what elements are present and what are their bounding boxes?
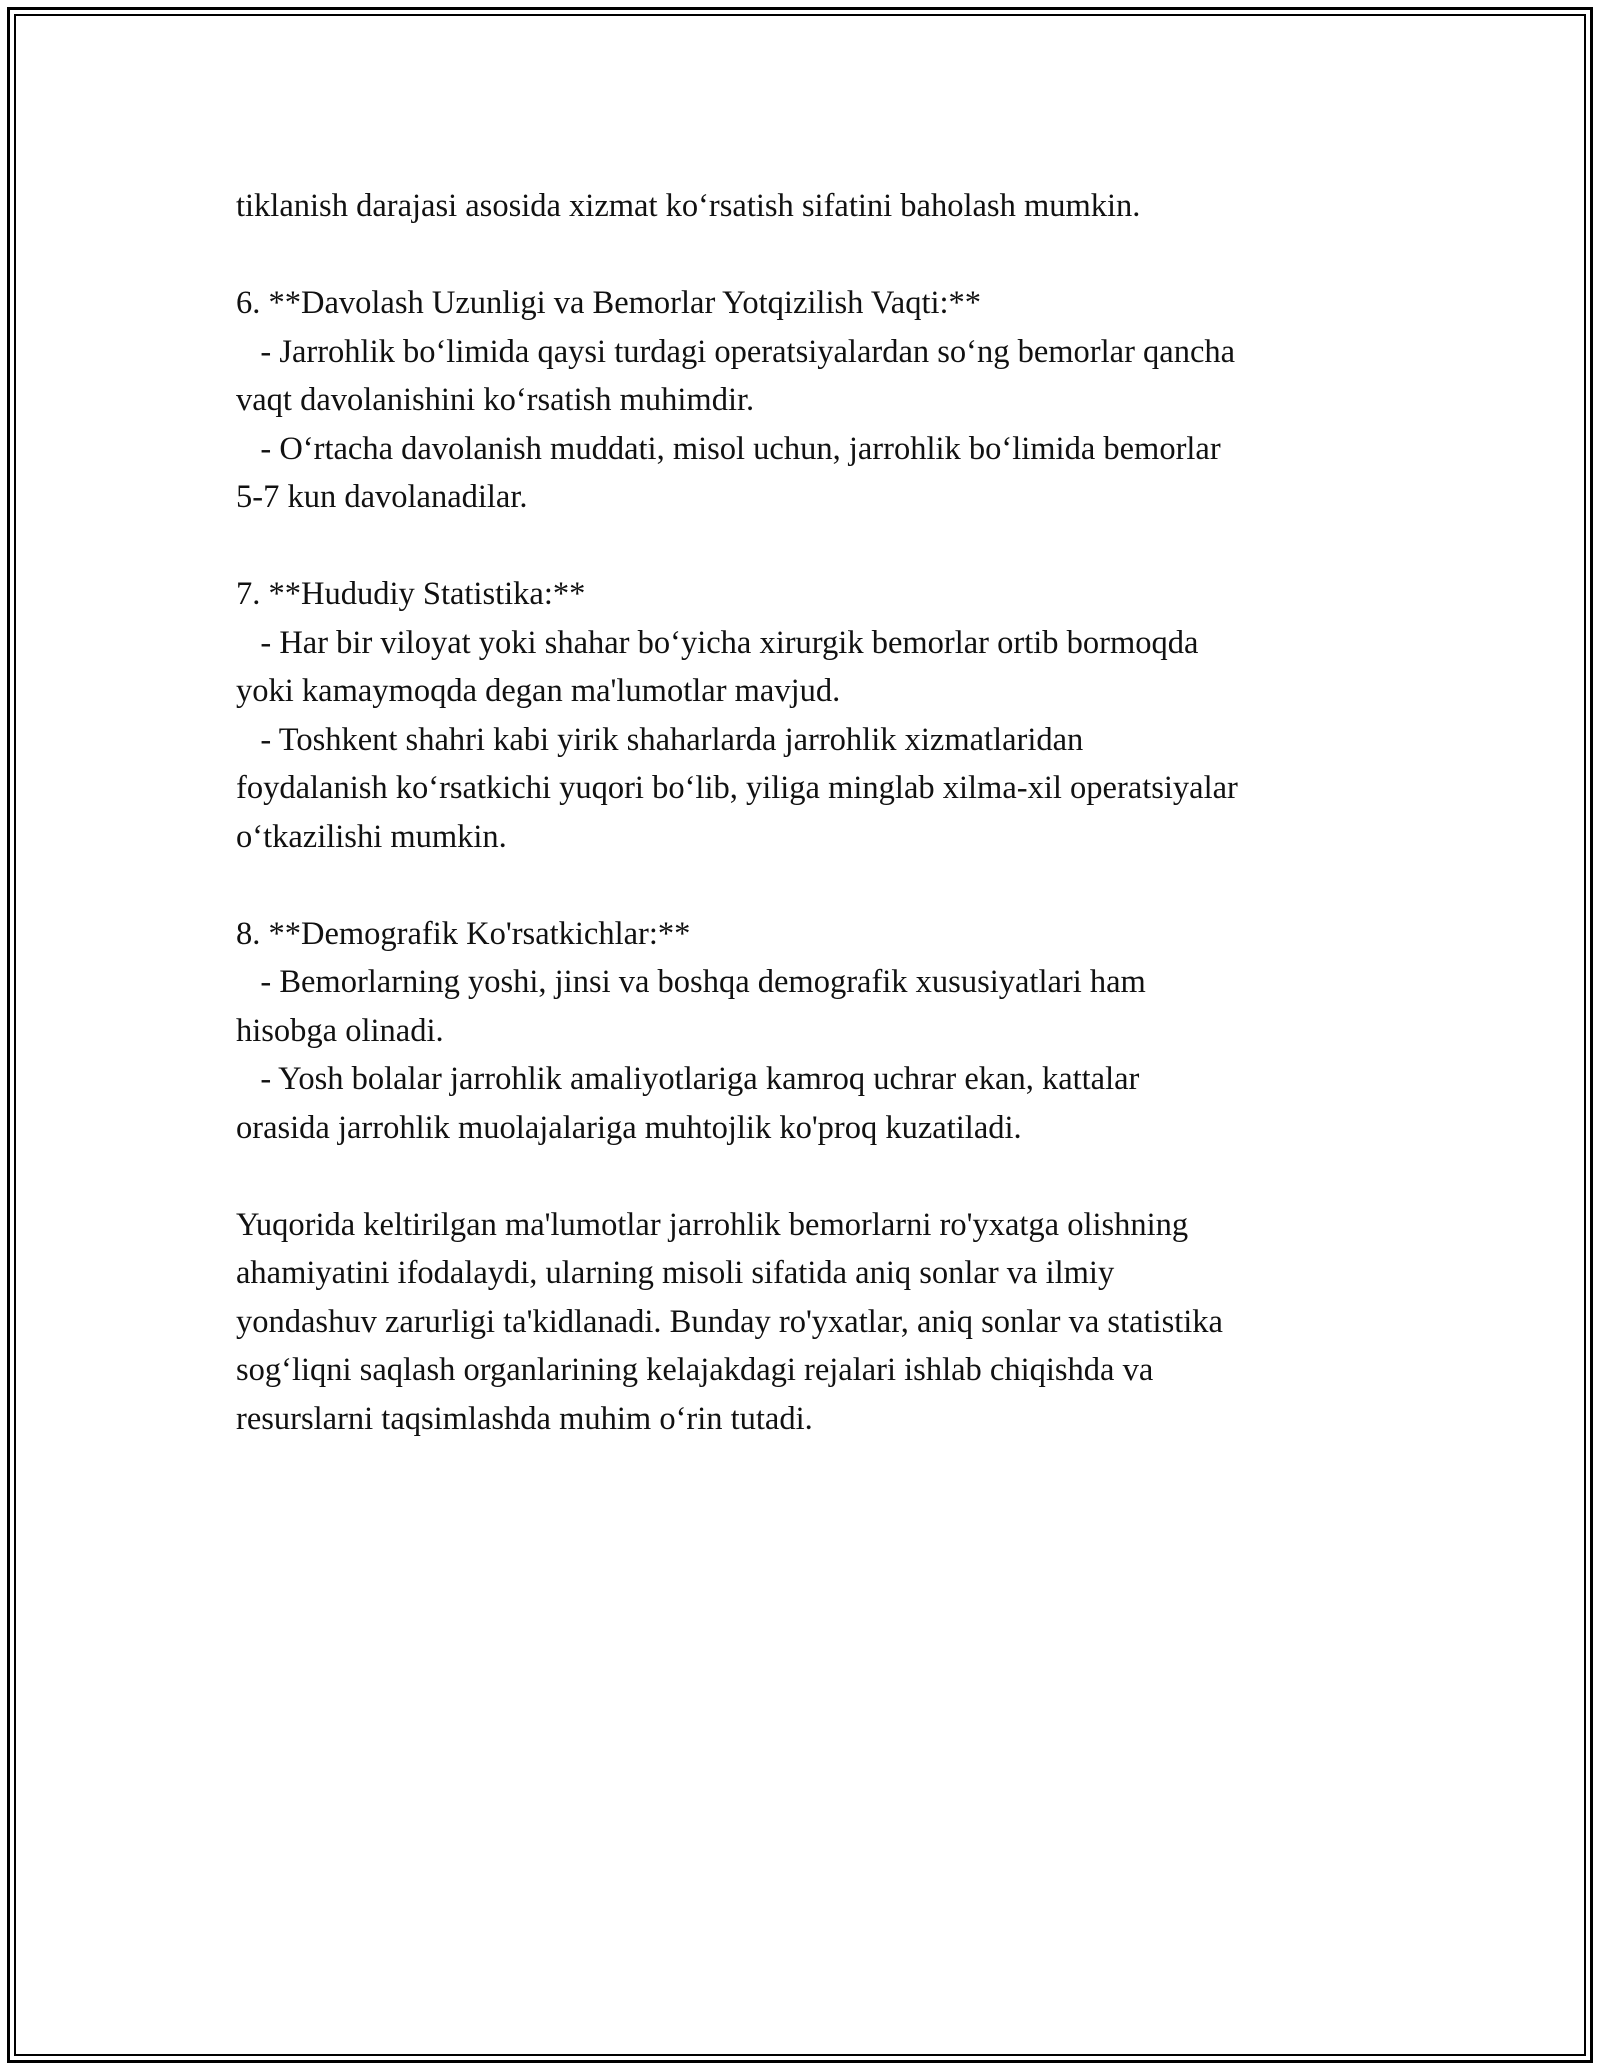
section-7	[236, 570, 1386, 861]
text-line: orasida jarrohlik muolajalariga muhtojlik ko'proq kuzatiladi.	[236, 1109, 1022, 1146]
text-line: hisobga olinadi.	[236, 1012, 444, 1049]
text-line: - O‘rtacha davolanish muddati, misol uchun, jarrohlik bo‘limida bemorlar	[236, 430, 1221, 467]
section-heading: 7. **Hududiy Statistika:**	[236, 576, 586, 612]
text-line: tiklanish darajasi asosida xizmat ko‘rsatish sifatini baholash mumkin.	[236, 188, 1141, 224]
section-heading: 6. **Davolash Uzunligi va Bemorlar Yotqizilish Vaqti:**	[236, 285, 982, 321]
section-6	[236, 279, 1386, 522]
text-line: resurslarni taqsimlashda muhim o‘rin tutadi.	[236, 1400, 813, 1437]
section-8	[236, 910, 1386, 1153]
text-line: ahamiyatini ifodalaydi, ularning misoli sifatida aniq sonlar va ilmiy	[236, 1255, 1115, 1291]
text-line: vaqt davolanishini ko‘rsatish muhimdir.	[236, 382, 755, 418]
text-line: foydalanish ko‘rsatkichi yuqori bo‘lib, yiliga minglab xilma-xil operatsiyalar	[236, 770, 1238, 806]
document-body	[236, 182, 1386, 1443]
text-line: - Jarrohlik bo‘limida qaysi turdagi operatsiyalardan so‘ng bemorlar qancha	[236, 333, 1236, 370]
section-heading: 8. **Demografik Ko'rsatkichlar:**	[236, 915, 691, 952]
paragraph-gap	[236, 861, 1386, 910]
paragraph-gap	[236, 231, 1386, 280]
text-line: yoki kamaymoqda degan ma'lumotlar mavjud.	[236, 673, 841, 709]
text-line: - Bemorlarning yoshi, jinsi va boshqa demografik xususiyatlari ham	[236, 964, 1146, 1000]
text-line: - Har bir viloyat yoki shahar bo‘yicha xirurgik bemorlar ortib bormoqda	[236, 624, 1199, 661]
paragraph-gap	[236, 522, 1386, 571]
conclusion-paragraph	[236, 1201, 1386, 1444]
text-line: sog‘liqni saqlash organlarining kelajakdagi rejalari ishlab chiqishda va	[236, 1352, 1154, 1388]
text-line: Yuqorida keltirilgan ma'lumotlar jarrohlik bemorlarni ro'yxatga olishning	[236, 1206, 1189, 1243]
text-line: - Toshkent shahri kabi yirik shaharlarda jarrohlik xizmatlaridan	[236, 721, 1084, 758]
intro-paragraph	[236, 182, 1386, 231]
text-line: 5-7 kun davolanadilar.	[236, 479, 528, 515]
text-line: o‘tkazilishi mumkin.	[236, 818, 507, 855]
text-line: - Yosh bolalar jarrohlik amaliyotlariga kamroq uchrar ekan, kattalar	[236, 1061, 1140, 1097]
text-line: yondashuv zarurligi ta'kidlanadi. Bunday ro'yxatlar, aniq sonlar va statistika	[236, 1303, 1223, 1340]
paragraph-gap	[236, 1152, 1386, 1201]
